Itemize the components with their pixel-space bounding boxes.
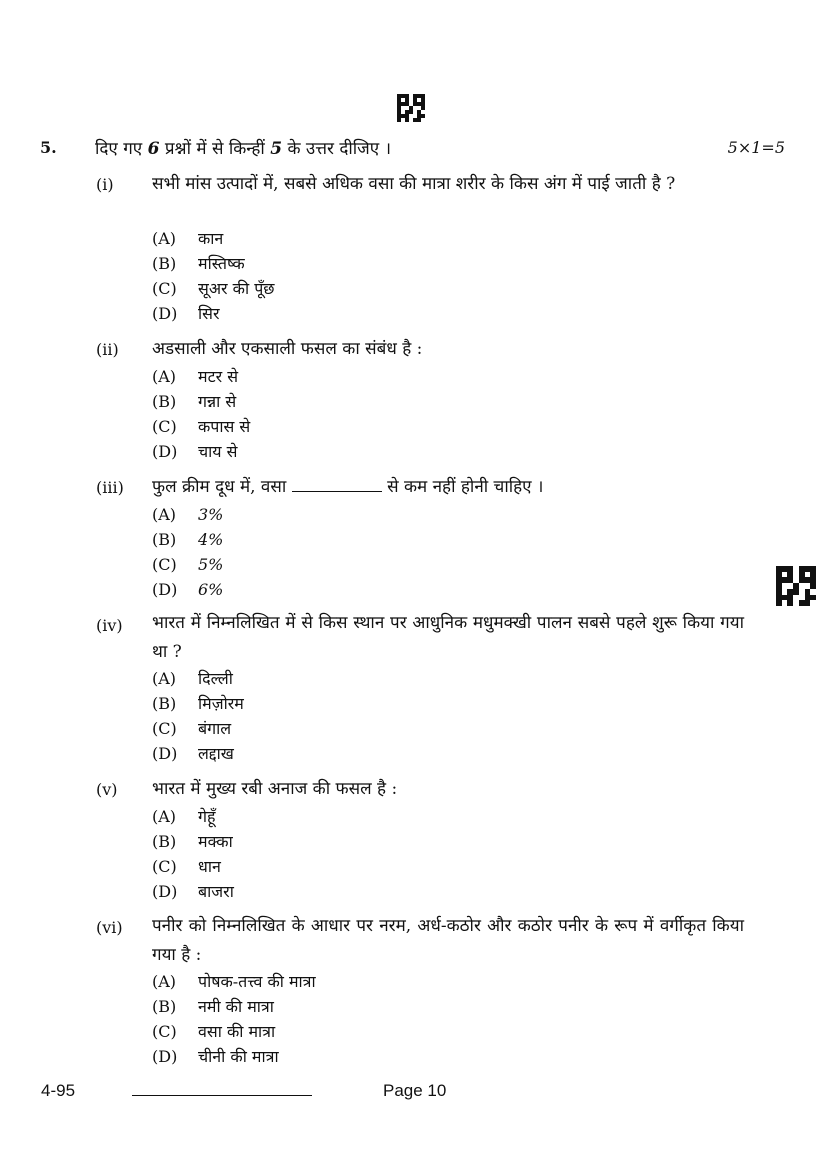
subquestion-label: (iii) xyxy=(96,478,124,497)
option: (C) बंगाल xyxy=(152,719,232,738)
footer-divider xyxy=(132,1095,312,1096)
subquestion-label: (v) xyxy=(96,780,118,799)
subquestion-label: (iv) xyxy=(96,616,123,635)
qr-code-top xyxy=(397,94,425,122)
subquestion-label: (i) xyxy=(96,175,114,194)
option: (A) पोषक-तत्त्व की मात्रा xyxy=(152,972,316,991)
subquestion-label: (vi) xyxy=(96,918,123,937)
option: (C) 5% xyxy=(152,555,224,574)
qr-code-side xyxy=(776,566,816,606)
option: (B) गन्ना से xyxy=(152,392,237,411)
option: (A) गेहूँ xyxy=(152,807,216,826)
option: (D) लद्दाख xyxy=(152,744,234,763)
option: (B) मिज़ोरम xyxy=(152,694,244,713)
question-instruction: दिए गए 6 प्रश्नों में से किन्हीं 5 के उत्तर दीजिए । xyxy=(95,139,392,159)
option: (C) वसा की मात्रा xyxy=(152,1022,276,1041)
subquestion-label: (ii) xyxy=(96,340,119,359)
subquestion-text: भारत में मुख्य रबी अनाज की फसल है : xyxy=(152,779,398,799)
subquestion-text: अडसाली और एकसाली फसल का संबंध है : xyxy=(152,339,423,359)
option: (B) मस्तिष्क xyxy=(152,254,245,273)
option: (C) धान xyxy=(152,857,221,876)
option: (D) बाजरा xyxy=(152,882,234,901)
option: (B) मक्का xyxy=(152,832,233,851)
option: (B) 4% xyxy=(152,530,224,549)
option: (D) चाय से xyxy=(152,442,238,461)
paper-code: 4-95 xyxy=(41,1081,76,1100)
option: (C) सूअर की पूँछ xyxy=(152,279,275,298)
subquestion-text: भारत में निम्नलिखित में से किस स्थान पर आधुनिक मधुमक्खी पालन सबसे पहले शुरू किया गया था ? xyxy=(152,613,744,662)
page-number: Page 10 xyxy=(383,1081,447,1100)
option: (C) कपास से xyxy=(152,417,251,436)
subquestion-text: पनीर को निम्नलिखित के आधार पर नरम, अर्ध-कठोर और कठोर पनीर के रूप में वर्गीकृत किया गया है : xyxy=(152,916,744,965)
option: (A) मटर से xyxy=(152,367,239,386)
option: (A) 3% xyxy=(152,505,224,524)
option: (D) 6% xyxy=(152,580,224,599)
option: (B) नमी की मात्रा xyxy=(152,997,274,1016)
option: (D) चीनी की मात्रा xyxy=(152,1047,279,1066)
marks-allocation: 5×1=5 xyxy=(727,138,785,157)
option: (A) कान xyxy=(152,229,224,248)
subquestion-text: सभी मांस उत्पादों में, सबसे अधिक वसा की मात्रा शरीर के किस अंग में पाई जाती है ? xyxy=(152,174,676,194)
option: (D) सिर xyxy=(152,304,220,323)
subquestion-text: फुल क्रीम दूध में, वसा से कम नहीं होनी चाहिए । xyxy=(152,477,544,497)
option: (A) दिल्ली xyxy=(152,669,233,688)
question-number: 5. xyxy=(40,138,57,157)
answer-blank xyxy=(292,477,382,492)
